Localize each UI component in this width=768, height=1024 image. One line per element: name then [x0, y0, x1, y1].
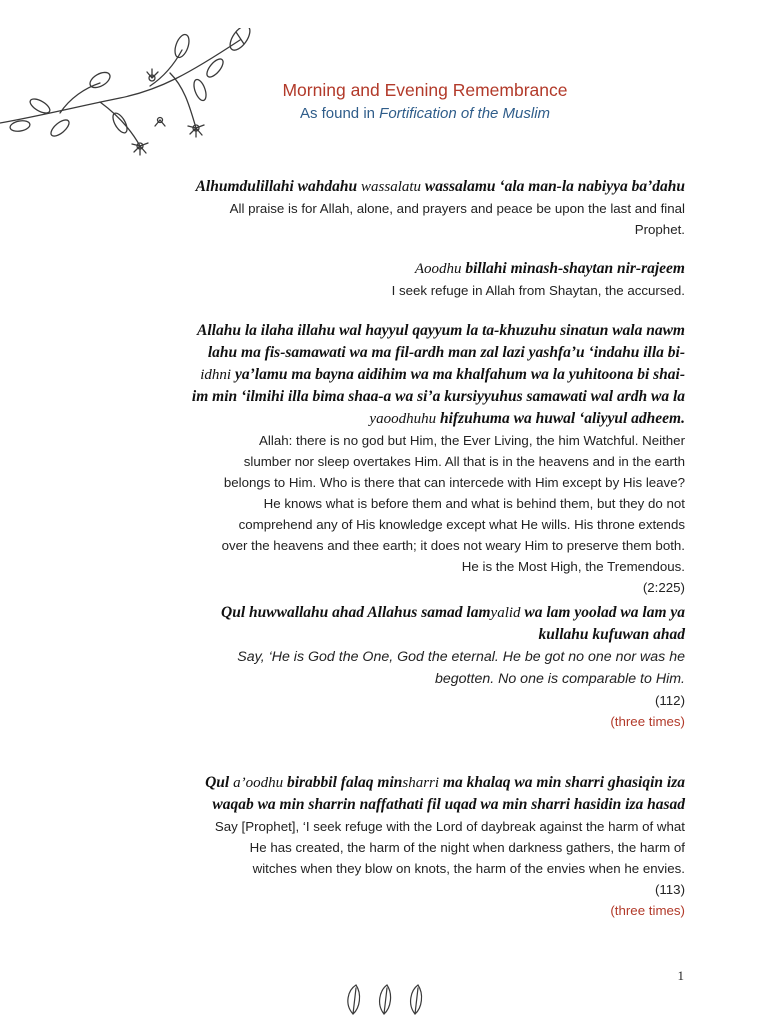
three-leaves-icon [340, 982, 430, 1018]
verse-reference: (113) [654, 882, 685, 897]
page-subtitle [260, 105, 590, 122]
english-translation: Say [Prophet], ‘I seek refuge with the Lord of daybreak against the harm of what He has created, the harm of the night when darkness gathers, the harm of witches when they blow on knots, the harm of the envies when he envies. [214, 819, 685, 876]
arabic-transliteration [180, 772, 685, 816]
arabic-line: im min ‘ilmihi illa bima shaa-a wa si’a kursiyyuhus samawati wal ardh wa la [191, 388, 685, 405]
verse-reference: (2:225) [642, 580, 685, 595]
arabic-transliteration [180, 258, 685, 280]
arabic-line: yaoodhuhu hifzuhuma wa huwal ‘aliyyul adheem. [369, 410, 685, 427]
arabic-line: Qul a’oodhu birabbil falaq minsharri ma khalaq wa min sharri ghasiqin iza [205, 774, 685, 791]
english-translation: I seek refuge in Allah from Shaytan, the accursed. [391, 283, 685, 298]
dhikr-section-opening [180, 176, 685, 240]
dhikr-section-refuge [180, 258, 685, 301]
floral-branch-icon [0, 28, 260, 168]
verse-reference: (112) [654, 693, 685, 708]
arabic-line: Allahu la ilaha illahu wal hayyul qayyum la ta-khuzuhu sinatun wala nawm [197, 322, 685, 339]
dhikr-section-falaq [180, 772, 685, 921]
arabic-line: idhni ya’lamu ma bayna aidihim wa ma khalfahum wa la yuhitoona bi shai- [200, 366, 685, 383]
english-translation: Say, ‘He is God the One, God the eternal. He be got no one nor was he begotten. No one is comparable to Him. [237, 649, 685, 687]
arabic-transliteration [180, 602, 685, 646]
english-translation: All praise is for Allah, alone, and prayers and peace be upon the last and final Prophet. [229, 201, 685, 237]
page-title: Morning and Evening Remembrance [282, 80, 568, 100]
repeat-count: (three times) [610, 714, 685, 729]
repeat-count: (three times) [610, 903, 685, 918]
arabic-transliteration [180, 176, 685, 198]
subtitle-book-title: Fortification of the Muslim [379, 105, 551, 122]
arabic-line: kullahu kufuwan ahad [538, 626, 685, 643]
dhikr-section-ayat-kursi [180, 320, 685, 598]
arabic-line: waqab wa min sharrin naffathati fil uqad wa min sharri hasidin iza hasad [212, 796, 685, 813]
arabic-line: Aoodhu billahi minash-shaytan nir-rajeem [414, 260, 685, 277]
arabic-line: Alhumdulillahi wahdahu wassalatu wassalamu ‘ala man-la nabiyya ba’dahu [195, 178, 685, 195]
english-translation: Allah: there is no god but Him, the Ever Living, the him Watchful. Neither slumber nor sleep overtakes Him. All that is in the heavens and in the earth belongs to Him. Who is there that can intercede with Him except by His leave? He knows what is before them and what is behind them, but they do not comprehend any of His knowledge except what He wills. His throne extends over the heavens and thee earth; it does not weary Him to preserve them both. He is the Most High, the Tremendous. [221, 433, 685, 574]
arabic-line: Qul huwwallahu ahad Allahus samad lamyalid wa lam yoolad wa lam ya [221, 604, 685, 621]
subtitle-prefix: As found in [299, 105, 380, 122]
arabic-transliteration [180, 320, 685, 430]
dhikr-section-ikhlas [180, 602, 685, 732]
page-number: 1 [677, 968, 684, 983]
arabic-line: lahu ma fis-samawati wa ma fil-ardh man zal lazi yashfa’u ‘indahu illa bi- [207, 344, 685, 361]
